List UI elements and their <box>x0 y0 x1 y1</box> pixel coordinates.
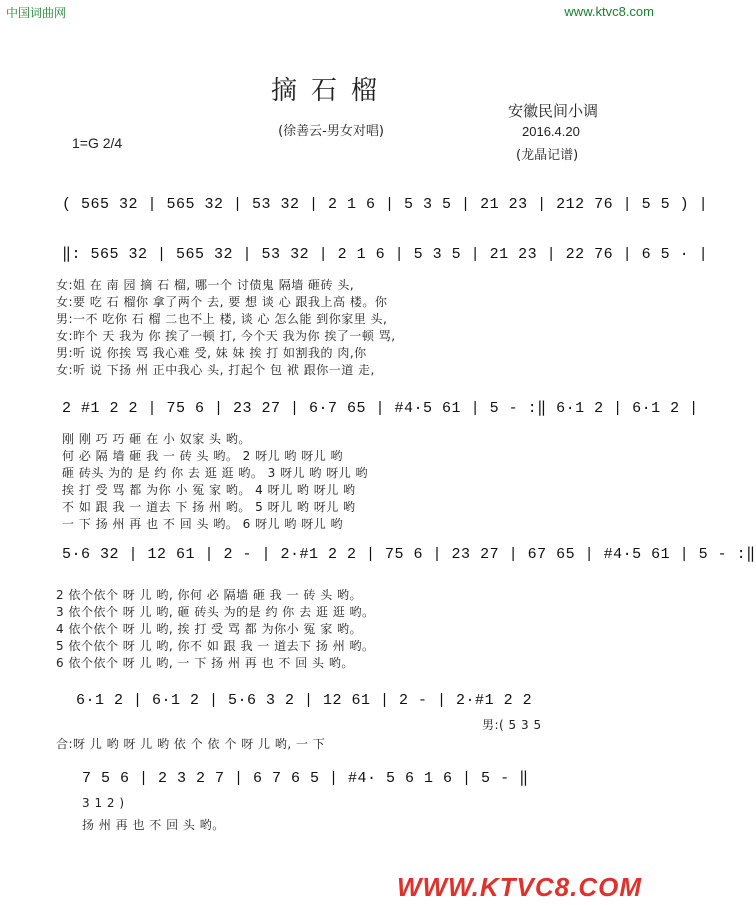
verse-line: 5 依个依个 呀 儿 哟, 你不 如 跟 我 一 道去下 扬 州 哟。 <box>56 639 375 653</box>
verse-line: 一 下 扬 州 再 也 不 回 头 哟。 6 呀儿 哟 呀儿 哟 <box>62 517 344 531</box>
verse-line: 3 依个依个 呀 儿 哟, 砸 砖头 为的是 约 你 去 逛 逛 哟。 <box>56 605 375 619</box>
site-name-left: 中国词曲网 <box>6 6 67 20</box>
site-url-watermark[interactable]: WWW.KTVC8.COM <box>396 872 642 902</box>
notation-line-3: 2 #1 2 2 | 75 6 | 23 27 | 6·7 65 | #4·5 61 | 5 - :‖ 6·1 2 | 6·1 2 | <box>62 400 699 417</box>
verse-line: 男:听 说 你挨 骂 我心难 受, 妹 妹 挨 打 如割我的 肉,你 <box>56 346 367 360</box>
verse-line: 男:一不 吃你 石 榴 二也不上 楼, 谈 心 怎么能 到你家里 头, <box>56 312 388 326</box>
verse-line: 女:姐 在 南 园 摘 石 榴, 哪一个 讨债鬼 隔墙 砸砖 头, <box>56 278 355 292</box>
key-signature: 1=G 2/4 <box>72 135 123 151</box>
verse-line: 何 必 隔 墙 砸 我 一 砖 头 哟。 2 呀儿 哟 呀儿 哟 <box>62 449 344 463</box>
verse-line: 不 如 跟 我 一 道去 下 扬 州 哟。 5 呀儿 哟 呀儿 哟 <box>62 500 356 514</box>
verse-line: 4 依个依个 呀 儿 哟, 挨 打 受 骂 都 为你小 冤 家 哟。 <box>56 622 363 636</box>
verse-line: 刚 刚 巧 巧 砸 在 小 奴家 头 哟。 <box>62 432 251 446</box>
notation-line-2: ‖: 565 32 | 565 32 | 53 32 | 2 1 6 | 5 3 5 | 21 23 | 22 76 | 6 5 · | <box>62 246 709 263</box>
male-part-ending: 3 1 2 ) <box>82 796 125 810</box>
verse-line: 挨 打 受 骂 都 为你 小 冤 家 哟。 4 呀儿 哟 呀儿 哟 <box>62 483 356 497</box>
notation-line-1: ( 565 32 | 565 32 | 53 32 | 2 1 6 | 5 3 5 | 21 23 | 212 76 | 5 5 ) | <box>62 196 709 213</box>
male-part-label: 男:( 5 3 5 <box>482 718 542 732</box>
notation-line-6: 7 5 6 | 2 3 2 7 | 6 7 6 5 | #4· 5 6 1 6 | 5 - ‖ <box>82 770 529 787</box>
notation-line-4: 5·6 32 | 12 61 | 2 - | 2·#1 2 2 | 75 6 | 23 27 | 67 65 | #4·5 61 | 5 - :‖ <box>62 546 756 563</box>
song-title: 摘石榴 <box>270 76 391 106</box>
song-style: 安徽民间小调 <box>508 102 599 120</box>
song-date: 2016.4.20 <box>522 124 580 139</box>
verse-line: 6 依个依个 呀 儿 哟, 一 下 扬 州 再 也 不 回 头 哟。 <box>56 656 354 670</box>
ending-lyrics: 扬 州 再 也 不 回 头 哟。 <box>82 818 225 832</box>
chorus-lyrics: 合:呀 儿 哟 呀 儿 哟 依 个 依 个 呀 儿 哟, 一 下 <box>56 737 326 751</box>
song-notator: (龙晶记谱) <box>516 148 579 163</box>
notation-line-5: 6·1 2 | 6·1 2 | 5·6 3 2 | 12 61 | 2 - | 2·#1 2 2 <box>76 692 533 709</box>
verse-line: 2 依个依个 呀 儿 哟, 你何 必 隔墙 砸 我 一 砖 头 哟。 <box>56 588 363 602</box>
verse-line: 女:要 吃 石 榴你 拿了两个 去, 要 想 谈 心 跟我上高 楼。你 <box>56 295 388 309</box>
verse-line: 女:昨个 天 我为 你 挨了一顿 打, 今个天 我为你 挨了一顿 骂, <box>56 329 396 343</box>
song-subtitle: (徐善云-男女对唱) <box>278 124 384 139</box>
verse-line: 砸 砖头 为的 是 约 你 去 逛 逛 哟。 3 呀儿 哟 呀儿 哟 <box>62 466 369 480</box>
verse-line: 女:听 说 下扬 州 正中我心 头, 打起个 包 袱 跟你一道 走, <box>56 363 375 377</box>
site-url-top[interactable]: www.ktvc8.com <box>564 4 654 19</box>
